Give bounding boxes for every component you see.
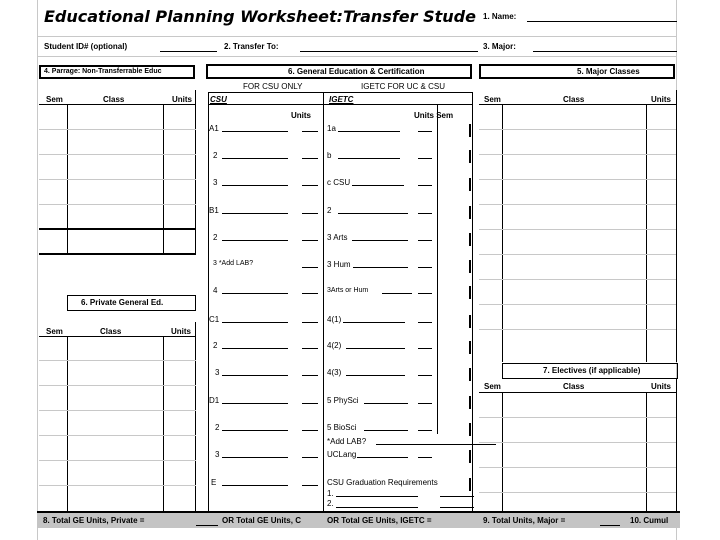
sec4-col-sem: Sem bbox=[46, 95, 63, 104]
igetc-class-field[interactable] bbox=[357, 457, 408, 458]
igetc-units-sem-head: Units Sem bbox=[414, 111, 454, 120]
igetc-units-field[interactable] bbox=[418, 267, 432, 268]
transfer-to-label: 2. Transfer To: bbox=[224, 42, 279, 51]
csu-class-field[interactable] bbox=[222, 322, 288, 323]
sec7-col-units: Units bbox=[651, 382, 671, 391]
csu-row-label: 4 bbox=[213, 286, 218, 295]
igetc-class-field[interactable] bbox=[343, 322, 405, 323]
igetc-row-label: 3 Hum bbox=[327, 260, 351, 269]
worksheet-title: Educational Planning Worksheet:Transfer Stude bbox=[44, 7, 476, 26]
sec6p-col-class: Class bbox=[100, 327, 122, 336]
csu-units-field[interactable] bbox=[302, 213, 318, 214]
csu-units-field[interactable] bbox=[302, 267, 318, 268]
sec5-col-class: Class bbox=[563, 95, 585, 104]
igetc-row-label: 4(1) bbox=[327, 315, 342, 324]
sec7-col-class: Class bbox=[563, 382, 585, 391]
csu-class-field[interactable] bbox=[222, 375, 288, 376]
section-5-title-box bbox=[479, 64, 675, 79]
grad-req-field[interactable] bbox=[336, 496, 418, 497]
grad-req-field[interactable] bbox=[336, 507, 418, 508]
section-7-title: 7. Electives (if applicable) bbox=[543, 366, 641, 375]
total-ge-private-field[interactable] bbox=[196, 525, 218, 526]
section-6-ge-title-box bbox=[206, 64, 472, 79]
sec4-col-units: Units bbox=[172, 95, 192, 104]
igetc-units-field[interactable] bbox=[418, 348, 432, 349]
csu-units-field[interactable] bbox=[302, 430, 318, 431]
csu-row-label: 3 bbox=[213, 178, 218, 187]
igetc-units-field[interactable] bbox=[418, 375, 432, 376]
name-field[interactable] bbox=[527, 21, 677, 22]
csu-row-label: 2 bbox=[213, 151, 218, 160]
csu-row-label: A1 bbox=[209, 124, 219, 133]
grad-req-label: 2. bbox=[327, 499, 334, 508]
sec6p-col-units: Units bbox=[171, 327, 191, 336]
total-ge-csu: OR Total GE Units, C bbox=[222, 516, 301, 525]
total-units-major-field[interactable] bbox=[600, 525, 620, 526]
csu-units-field[interactable] bbox=[302, 185, 318, 186]
section-6-ge-title: 6. General Education & Certification bbox=[288, 67, 425, 76]
csu-units-field[interactable] bbox=[302, 240, 318, 241]
section-4-title-box bbox=[39, 65, 195, 79]
csu-row-label: D1 bbox=[209, 396, 220, 405]
csu-column-head: CSU bbox=[210, 95, 227, 104]
csu-row-label: E bbox=[211, 478, 217, 487]
igetc-lab-field[interactable] bbox=[376, 444, 496, 445]
igetc-row-label: b bbox=[327, 151, 332, 160]
cumulative-units: 10. Cumul bbox=[630, 516, 669, 525]
csu-class-field[interactable] bbox=[222, 430, 288, 431]
csu-class-field[interactable] bbox=[222, 403, 288, 404]
igetc-class-field[interactable] bbox=[364, 430, 408, 431]
csu-class-field[interactable] bbox=[222, 348, 288, 349]
igetc-units-field[interactable] bbox=[418, 185, 432, 186]
csu-row-label: 2 bbox=[213, 233, 218, 242]
section-6-private-title-box bbox=[67, 295, 196, 311]
igetc-row-label: 3Arts or Hum bbox=[327, 287, 369, 294]
csu-class-field[interactable] bbox=[222, 213, 288, 214]
igetc-row-label: 5 BioSci bbox=[327, 423, 357, 432]
csu-row-label: B1 bbox=[209, 206, 219, 215]
igetc-row-label: UCLang bbox=[327, 450, 357, 459]
igetc-class-field[interactable] bbox=[352, 185, 404, 186]
transfer-to-field[interactable] bbox=[300, 51, 478, 52]
igetc-units-field[interactable] bbox=[418, 240, 432, 241]
csu-row-label: 2 bbox=[213, 341, 218, 350]
igetc-class-field[interactable] bbox=[346, 375, 405, 376]
igetc-row-label: 4(2) bbox=[327, 341, 342, 350]
csu-class-field[interactable] bbox=[222, 185, 288, 186]
csu-units-field[interactable] bbox=[302, 322, 318, 323]
igetc-column-head: IGETC bbox=[329, 95, 354, 104]
section-7-title-box bbox=[502, 363, 678, 379]
igetc-units-field[interactable] bbox=[418, 213, 432, 214]
igetc-class-field[interactable] bbox=[338, 158, 400, 159]
csu-units-field[interactable] bbox=[302, 131, 318, 132]
igetc-row-label: 3 Arts bbox=[327, 233, 348, 242]
csu-class-field[interactable] bbox=[222, 293, 288, 294]
igetc-units-field[interactable] bbox=[418, 322, 432, 323]
igetc-units-field[interactable] bbox=[418, 457, 432, 458]
section-6-private-title: 6. Private General Ed. bbox=[81, 298, 164, 307]
csu-units-field[interactable] bbox=[302, 485, 318, 486]
csu-row-label: 2 bbox=[215, 423, 220, 432]
igetc-for-label: IGETC FOR UC & CSU bbox=[361, 82, 446, 91]
csu-only-label: FOR CSU ONLY bbox=[243, 82, 303, 91]
igetc-class-field[interactable] bbox=[364, 403, 408, 404]
igetc-row-label: 5 PhySci bbox=[327, 396, 359, 405]
sec7-col-sem: Sem bbox=[484, 382, 501, 391]
major-field[interactable] bbox=[533, 51, 677, 52]
grad-req-label: 1. bbox=[327, 489, 334, 498]
igetc-class-field[interactable] bbox=[352, 240, 408, 241]
igetc-class-field[interactable] bbox=[353, 267, 408, 268]
igetc-row-label: c CSU bbox=[327, 178, 351, 187]
sec6p-col-sem: Sem bbox=[46, 327, 63, 336]
igetc-class-field[interactable] bbox=[382, 293, 412, 294]
igetc-units-field[interactable] bbox=[418, 403, 432, 404]
igetc-class-field[interactable] bbox=[346, 348, 405, 349]
csu-class-field[interactable] bbox=[222, 457, 288, 458]
igetc-row-label: 1a bbox=[327, 124, 336, 133]
student-id-label: Student ID# (optional) bbox=[44, 42, 128, 51]
major-label: 3. Major: bbox=[483, 42, 516, 51]
igetc-units-field[interactable] bbox=[418, 158, 432, 159]
igetc-units-field[interactable] bbox=[418, 430, 432, 431]
sec5-col-sem: Sem bbox=[484, 95, 501, 104]
csu-units-field[interactable] bbox=[302, 375, 318, 376]
grad-req-units-field[interactable] bbox=[440, 507, 474, 508]
igetc-units-field[interactable] bbox=[418, 293, 432, 294]
csu-units-field[interactable] bbox=[302, 457, 318, 458]
csu-units-field[interactable] bbox=[302, 158, 318, 159]
csu-grad-req-label: CSU Graduation Requirements bbox=[327, 478, 438, 487]
csu-class-field[interactable] bbox=[222, 485, 288, 486]
grad-req-units-field[interactable] bbox=[440, 496, 474, 497]
csu-units-field[interactable] bbox=[302, 293, 318, 294]
csu-units-head: Units bbox=[291, 111, 311, 120]
igetc-units-field[interactable] bbox=[418, 131, 432, 132]
name-label: 1. Name: bbox=[483, 12, 517, 21]
student-id-field[interactable] bbox=[160, 51, 217, 52]
totals-bar bbox=[37, 511, 680, 528]
section-4-title: 4. Parrage: Non-Transferrable Educ bbox=[44, 68, 162, 75]
total-units-major: 9. Total Units, Major = bbox=[483, 516, 566, 525]
igetc-row-label: 2 bbox=[327, 206, 332, 215]
igetc-row-label: *Add LAB? bbox=[327, 437, 367, 446]
igetc-class-field[interactable] bbox=[338, 131, 400, 132]
csu-row-label: 3 *Add LAB? bbox=[213, 260, 254, 267]
csu-class-field[interactable] bbox=[222, 158, 288, 159]
total-ge-igetc: OR Total GE Units, IGETC = bbox=[327, 516, 432, 525]
csu-class-field[interactable] bbox=[222, 131, 288, 132]
csu-class-field[interactable] bbox=[222, 240, 288, 241]
section-5-title: 5. Major Classes bbox=[577, 67, 640, 76]
csu-row-label: 3 bbox=[215, 368, 220, 377]
sec4-col-class: Class bbox=[103, 95, 125, 104]
igetc-class-field[interactable] bbox=[338, 213, 408, 214]
csu-row-label: 3 bbox=[215, 450, 220, 459]
igetc-row-label: 4(3) bbox=[327, 368, 342, 377]
csu-units-field[interactable] bbox=[302, 348, 318, 349]
csu-units-field[interactable] bbox=[302, 403, 318, 404]
sec5-col-units: Units bbox=[651, 95, 671, 104]
total-ge-private: 8. Total GE Units, Private = bbox=[43, 516, 145, 525]
csu-row-label: C1 bbox=[209, 315, 220, 324]
